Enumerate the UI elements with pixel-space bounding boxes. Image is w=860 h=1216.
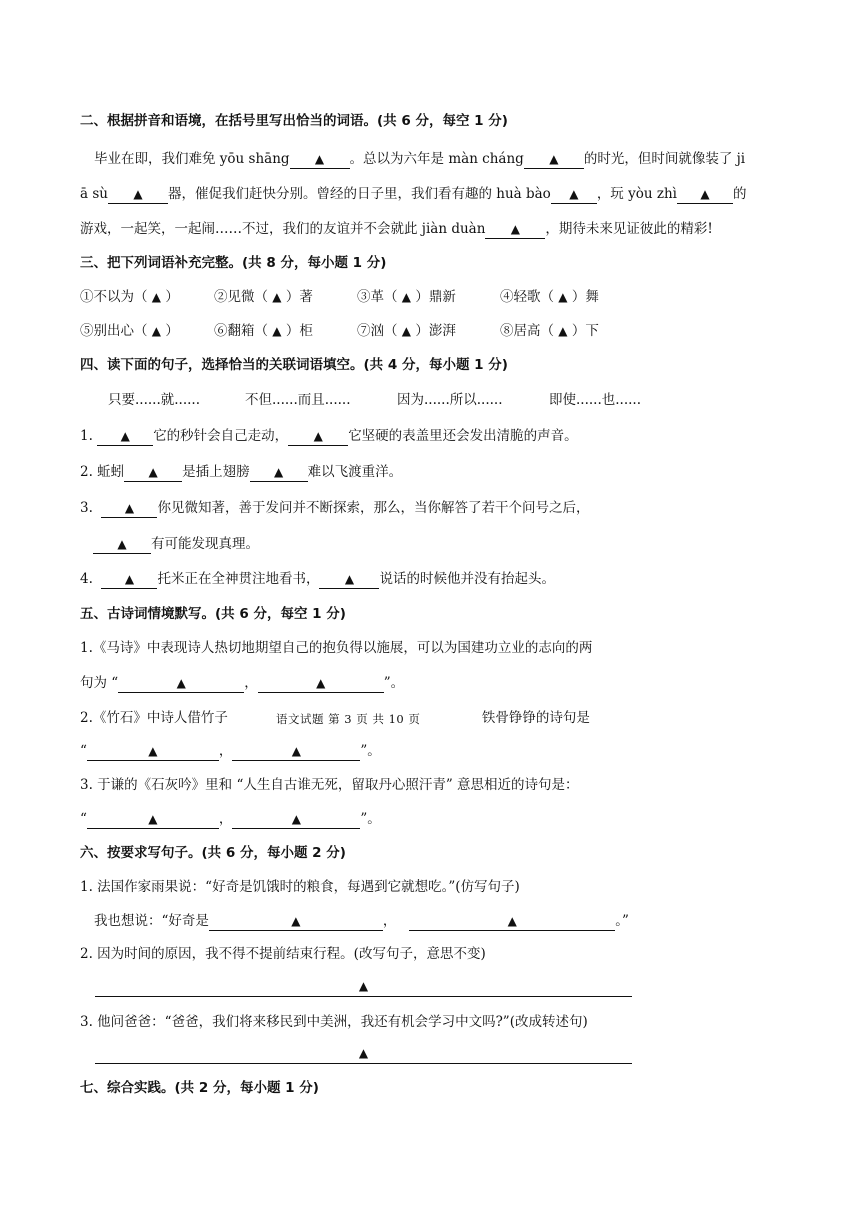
word-item: ①不以为（ ▲ ） [80,289,179,305]
q-text: 难以飞渡重洋。 [307,464,403,480]
sec2-text: 游戏，一起笑，一起闹……不过，我们的友谊并不会就此 jiàn duàn [80,221,486,237]
sec2-line-1 [94,149,745,169]
section-4-title: 四、读下面的句子，选择恰当的关联词语填空。(共 4 分，每小题 1 分) [80,357,508,373]
triangle-mark[interactable]: ▲ [151,324,162,338]
q-text: 铁骨铮铮的诗句是 [481,710,590,726]
q-text: 有可能发现真理。 [151,536,259,552]
q-text: 。” [615,913,629,929]
triangle-mark[interactable]: ▲ [401,324,412,338]
q-text: “ [80,743,87,759]
section-5-title: 五、古诗词情境默写。(共 6 分，每空 1 分) [80,606,346,622]
answer-blank[interactable] [101,571,157,589]
sec5-q3: 3. 于谦的《石灰吟》里和 “人生自古谁无死，留取丹心照汗青” 意思相近的诗句是： [80,777,579,793]
section-6-title: 六、按要求写句子。(共 6 分，每小题 2 分) [80,845,346,861]
triangle-mark: ▲ [291,812,302,826]
triangle-mark[interactable]: ▲ [272,290,282,304]
q-number: 3. [80,500,93,516]
triangle-mark: ▲ [274,465,284,479]
q-text: 是插上翅膀 [182,464,250,480]
triangle-mark: ▲ [148,465,158,479]
answer-blank[interactable] [485,221,545,239]
q-text: 2. 蚯蚓 [80,464,125,480]
q-text: ， [244,675,258,691]
q-number: 4. [80,571,93,587]
section-3-title: 三、把下列词语补充完整。(共 8 分，每小题 1 分) [80,255,387,271]
sec2-text: ，期待未来见证彼此的精彩! [545,221,713,237]
sec5-q3-cont [80,809,381,829]
triangle-mark: ▲ [133,187,143,201]
answer-blank[interactable] [319,571,379,589]
answer-blank[interactable] [258,675,384,693]
sec6-q3: 3. 他问爸爸：“爸爸，我们将来移民到中美洲，我还有机会学习中文吗?”(改成转述句) [80,1014,588,1030]
triangle-mark: ▲ [569,187,579,201]
triangle-mark: ▲ [549,152,559,166]
sec6-q1: 1. 法国作家雨果说：“好奇是饥饿时的粮食，每遇到它就想吃。”(仿写句子) [80,879,520,895]
q-text: ”。 [360,811,381,827]
answer-blank[interactable] [87,743,219,761]
triangle-mark: ▲ [176,676,186,690]
sec2-text: ā sù [80,186,108,202]
answer-blank[interactable] [87,811,219,829]
word-item: ⑧居高（ ▲ ）下 [500,323,599,339]
q-text: ”。 [360,743,381,759]
answer-line[interactable] [95,1043,632,1064]
q-number: 1. [80,428,93,444]
triangle-mark: ▲ [510,222,521,236]
q-text: 它的秒针会自己走动， [153,428,289,444]
q-text: ， [382,913,397,929]
triangle-mark: ▲ [148,744,158,758]
q-text: 句为 “ [80,675,119,691]
answer-blank[interactable] [409,913,615,931]
sec5-q1-cont [80,673,404,693]
triangle-mark: ▲ [316,676,326,690]
q-text: ， [218,811,233,827]
word-item: ⑤别出心（ ▲ ） [80,323,179,339]
sec2-text: 毕业在即，我们难免 yōu shāng [94,151,290,167]
answer-line[interactable] [95,976,632,997]
triangle-mark: ▲ [124,501,135,515]
answer-blank[interactable] [118,675,244,693]
answer-blank[interactable] [290,151,350,169]
triangle-mark: ▲ [700,187,710,201]
triangle-mark: ▲ [314,152,325,166]
answer-blank[interactable] [93,536,151,554]
sec2-text: 。总以为六年是 màn cháng [349,151,524,167]
answer-blank[interactable] [108,186,168,204]
answer-blank[interactable] [551,186,597,204]
q-text: “ [80,811,87,827]
sec2-text: 的 [732,186,747,202]
answer-blank[interactable] [124,464,182,482]
triangle-mark[interactable]: ▲ [151,290,162,304]
sec5-q1: 1.《马诗》中表现诗人热切地期望自己的抱负得以施展，可以为国建功立业的志向的两 [80,640,593,656]
sec6-q1-answer [94,911,629,931]
triangle-mark[interactable]: ▲ [272,324,282,338]
option-4: 即使......也...... [549,392,641,408]
conjunction-options [108,390,641,410]
triangle-mark: ▲ [124,572,135,586]
word-item: ②见微（ ▲ ）著 [214,289,313,305]
triangle-mark: ▲ [507,914,517,928]
triangle-mark: ▲ [120,429,130,443]
answer-blank[interactable] [97,428,153,446]
q-text: 它坚硬的表盖里还会发出清脆的声音。 [348,428,578,444]
triangle-mark: ▲ [358,1046,369,1060]
q-text: 2.《竹石》中诗人借竹子 [80,710,228,726]
option-1: 只要......就...... [108,392,200,408]
page-footer: 语文试题 第 3 页 共 10 页 [270,711,426,727]
sec4-q4 [80,569,555,589]
sec2-text: ，玩 yòu zhì [596,186,677,202]
triangle-mark: ▲ [291,914,301,928]
sec4-q2 [80,462,402,482]
triangle-mark[interactable]: ▲ [558,290,568,304]
q-text: ， [218,743,233,759]
triangle-mark: ▲ [117,537,127,551]
section-2-title: 二、根据拼音和语境，在括号里写出恰当的词语。(共 6 分，每空 1 分) [80,113,508,129]
triangle-mark: ▲ [148,812,158,826]
answer-blank[interactable] [524,151,584,169]
sec3-row-2 [80,321,599,341]
answer-blank[interactable] [250,464,308,482]
q-text: 托米正在全神贯注地看书， [157,571,320,587]
sec5-q2-cont [80,741,381,761]
sec2-line-3 [80,219,713,239]
sec2-text: 的时光，但时间就像装了 ji [583,151,746,167]
word-item: ③革（ ▲ ）鼎新 [357,289,456,305]
option-3: 因为......所以...... [397,392,503,408]
word-item: ⑦汹（ ▲ ）澎湃 [357,323,456,339]
answer-blank[interactable] [677,186,733,204]
triangle-mark[interactable]: ▲ [401,290,412,304]
answer-blank[interactable] [101,500,157,518]
answer-blank[interactable] [209,913,383,931]
word-item: ④轻歌（ ▲ ）舞 [500,289,599,305]
sec4-q3-cont [93,534,259,554]
triangle-mark: ▲ [344,572,355,586]
sec4-q1 [80,426,578,446]
triangle-mark: ▲ [291,744,302,758]
q-text: 说话的时候他并没有抬起头。 [379,571,555,587]
q-text: ”。 [383,675,405,691]
answer-blank[interactable] [232,811,360,829]
sec2-line-2 [80,184,746,204]
word-item: ⑥翻箱（ ▲ ）柜 [214,323,313,339]
answer-blank[interactable] [232,743,360,761]
sec2-text: 器，催促我们赶快分别。曾经的日子里，我们看有趣的 huà bào [167,186,551,202]
sec3-row-1 [80,287,599,307]
option-2: 不但......而且...... [245,392,351,408]
triangle-mark[interactable]: ▲ [558,324,568,338]
sec6-q2: 2. 因为时间的原因，我不得不提前结束行程。(改写句子，意思不变) [80,946,486,962]
triangle-mark: ▲ [358,979,369,993]
q-text: 我也想说：“好奇是 [94,913,209,929]
sec4-q3 [80,498,589,518]
triangle-mark: ▲ [313,429,323,443]
section-7-title: 七、综合实践。(共 2 分，每小题 1 分) [80,1080,319,1096]
q-text: 你见微知著，善于发问并不断探索，那么，当你解答了若干个问号之后， [157,500,590,516]
answer-blank[interactable] [288,428,348,446]
